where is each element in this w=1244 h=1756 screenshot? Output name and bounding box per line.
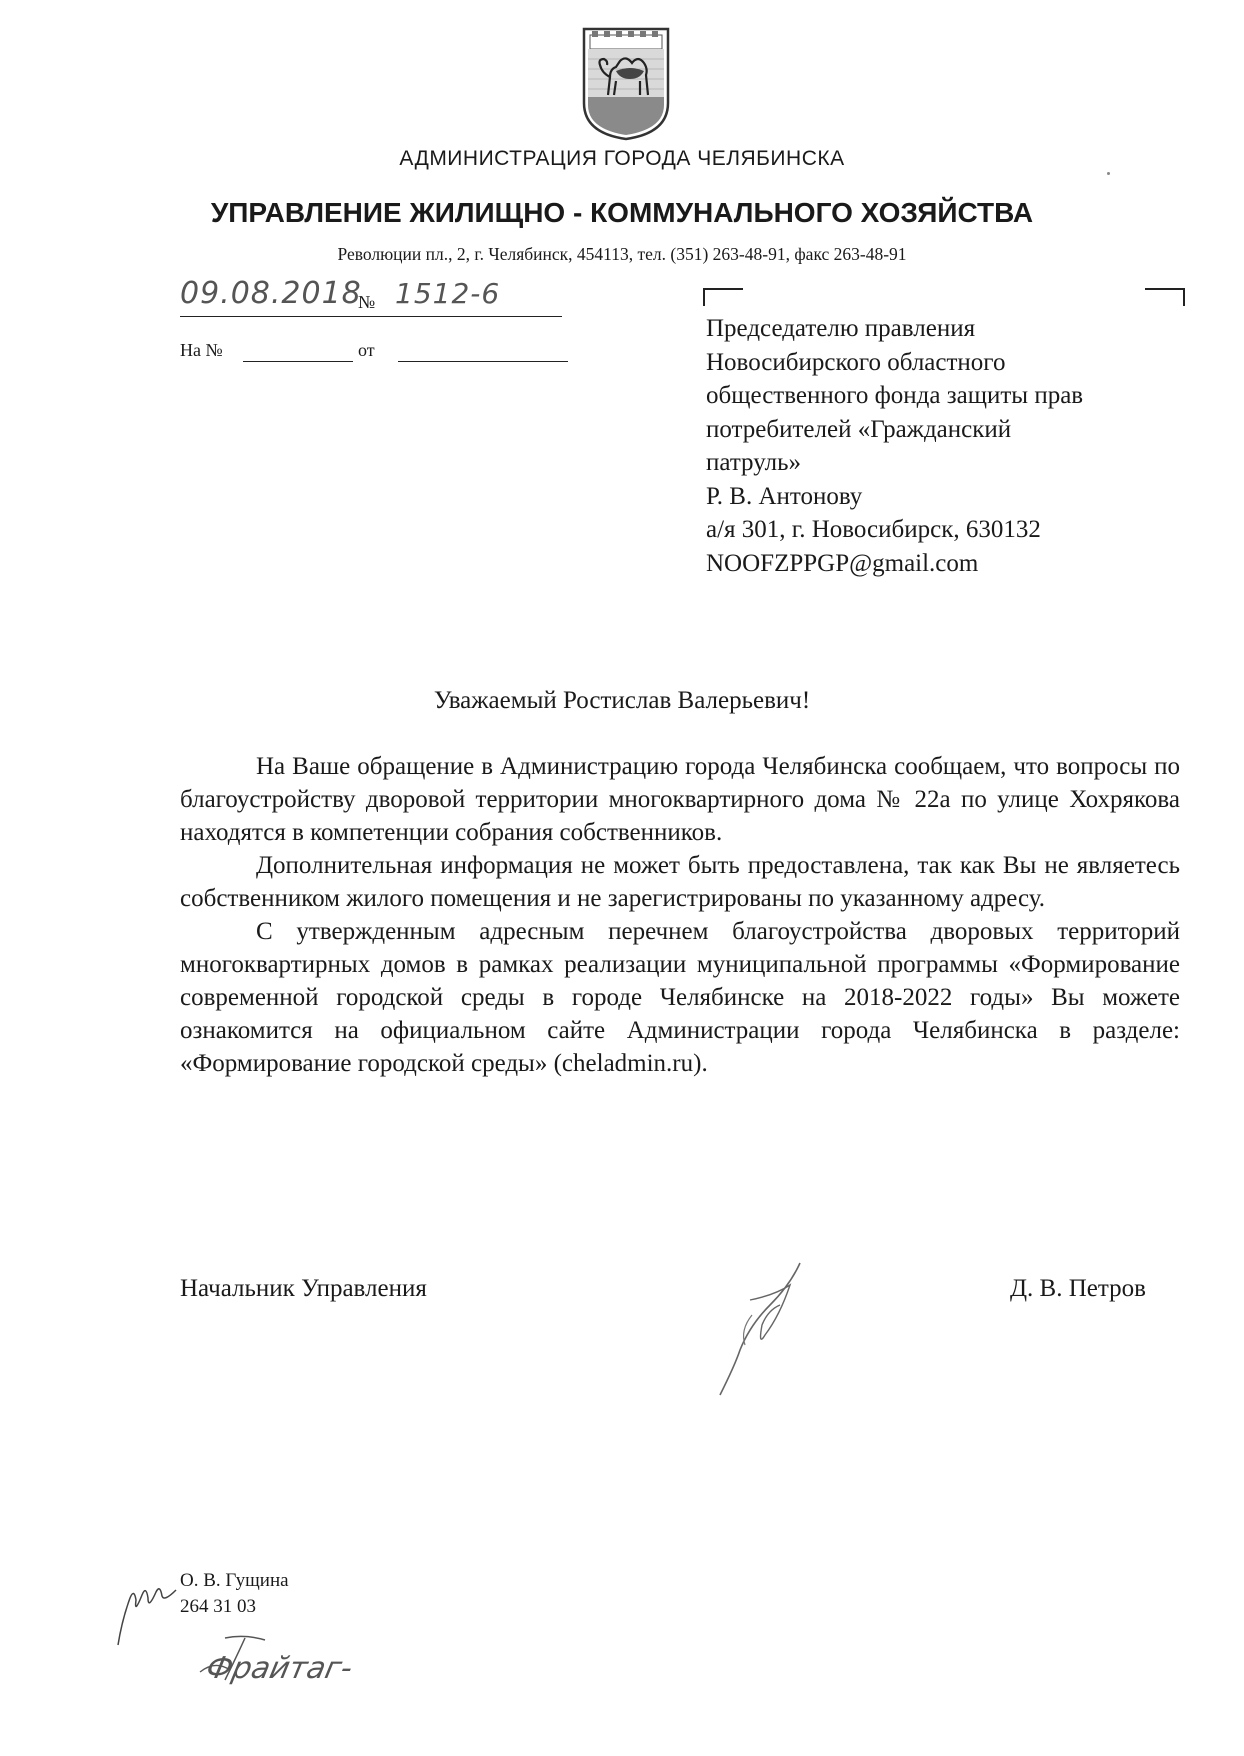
recipient-block: [706, 312, 1186, 580]
executor-phone: 264 31 03: [180, 1596, 256, 1617]
from-blank: [398, 361, 568, 362]
number-sign: №: [358, 292, 376, 312]
from-label: от: [358, 340, 375, 360]
administration-name: АДМИНИСТРАЦИЯ ГОРОДА ЧЕЛЯБИНСКА: [399, 147, 845, 170]
letter-body: [180, 750, 1180, 1080]
recipient-line: Новосибирского областного: [706, 348, 1006, 376]
address-corner-right: [1145, 288, 1185, 306]
city-emblem-icon: [580, 25, 672, 143]
reply-to-label: На №: [180, 340, 223, 360]
recipient-line: патруль»: [706, 449, 802, 476]
recipient-line: а/я 301, г. Новосибирск, 630132: [706, 516, 1041, 543]
recipient-line: общественного фонда защиты прав: [706, 382, 1084, 409]
svg-text:Фрайтаг-: Фрайтаг-: [203, 1651, 356, 1686]
address-corner-left: [703, 288, 743, 306]
body-paragraph: С утвержденным адресным перечнем благоустройства дворовых территорий многоквартирных домов в рамках реализации муниципальной программы «Формирование современной городской среды в городе Челябинске на 2018-2022 годы» Вы можете ознакомится на официальном сайте Администрации города Челябинска в разделе: «Формирование городской среды» (cheladmin.ru).: [180, 918, 1180, 1077]
recipient-line: Председателю правления: [706, 315, 976, 342]
executor-initials: [108, 1570, 183, 1650]
body-paragraph: На Ваше обращение в Администрацию города Челябинска сообщаем, что вопросы по благоустройству дворовой территории многоквартирного дома № 22а по улице Хохрякова находятся в компетенции собрания собственников.: [180, 753, 1180, 846]
handwritten-signature: [680, 1255, 830, 1405]
department-name: УПРАВЛЕНИЕ ЖИЛИЩНО - КОММУНАЛЬНОГО ХОЗЯЙСТВА: [210, 197, 1034, 228]
department-address: Революции пл., 2, г. Челябинск, 454113, тел. (351) 263-48-91, факс 263-48-91: [337, 244, 907, 264]
registration-number: 1512-6: [395, 277, 501, 310]
body-paragraph: Дополнительная информация не может быть предоставлена, так как Вы не являетесь собственником жилого помещения и не зарегистрированы по указанному адресу.: [180, 852, 1180, 912]
scan-speck: [1107, 172, 1110, 175]
signatory-title: Начальник Управления: [180, 1275, 427, 1302]
registration-date: 09.08.2018: [180, 276, 362, 311]
reply-to-blank: [243, 361, 353, 362]
handwritten-note: [195, 1630, 420, 1700]
signatory-name: Д. В. Петров: [1010, 1275, 1146, 1302]
salutation: Уважаемый Ростислав Валерьевич!: [433, 687, 811, 714]
recipient-line: потребителей «Гражданский: [706, 415, 1012, 443]
recipient-line: Р. В. Антонову: [706, 482, 863, 510]
recipient-email: NOOFZPPGP@gmail.com: [706, 549, 979, 577]
executor-name: О. В. Гущина: [180, 1570, 289, 1591]
